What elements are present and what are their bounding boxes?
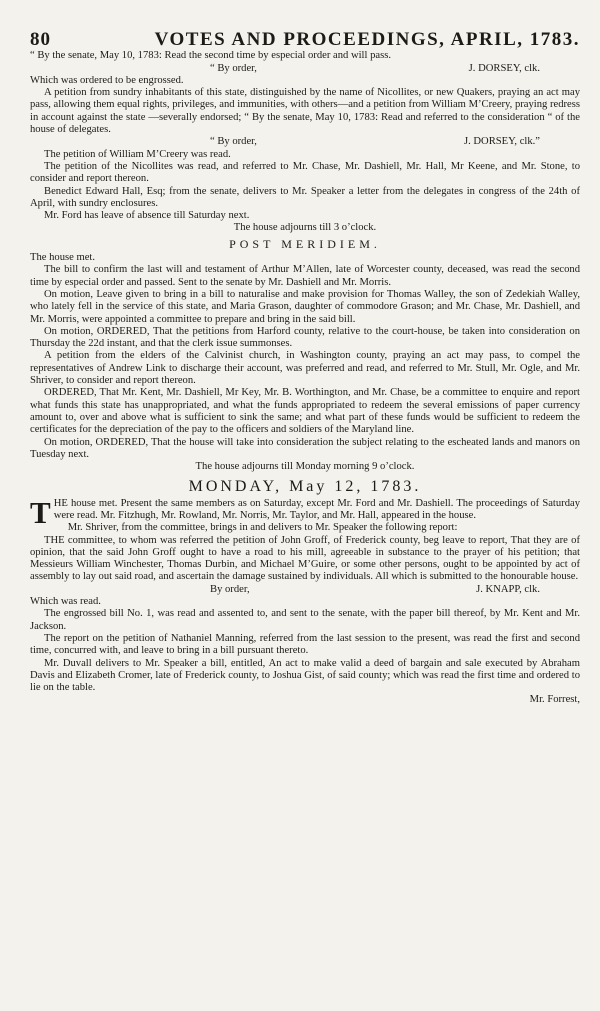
paragraph: The report on the petition of Nathaniel Manning, referred from the last session to the present, was read the first and second time, concurred with, and leave to bring in a bill pursuant thereto. [30, 632, 580, 657]
by-order: “ By order, [210, 62, 257, 74]
paragraph: The engrossed bill No. 1, was read and assented to, and sent to the senate, with the paper bill thereof, by Mr. Kent and Mr. Jackson. [30, 608, 580, 632]
paragraph: A petition from the elders of the Calvinist church, in Washington county, praying an act may pass, to compel the representatives of Andrew Link to discharge their account, was preferred and read, and referred to Mr. Stull, Mr. Ogle, and Mr. Shriver, to consider and report thereon. [30, 350, 580, 387]
paragraph: Mr. Ford has leave of absence till Saturday next. [44, 210, 250, 222]
paragraph: The house met. [30, 252, 96, 264]
day-heading: MONDAY, May 12, 1783. [188, 478, 422, 496]
adjournment: The house adjourns till 3 o’clock. [233, 222, 377, 234]
paragraph: On motion, ORDERED, That the house will take into consideration the subject relating to the escheated lands and manors on Tuesday next. [30, 436, 580, 460]
clerk-signature: J. KNAPP, clk. [476, 583, 540, 595]
paragraph: ORDERED, That Mr. Kent, Mr. Dashiell, Mr Key, Mr. B. Worthington, and Mr. Chase, be a committee to enquire and report what funds this state has unappropriated, and what the funds appropriated to redeem the several emissions of paper currency amount to, over and above what is sufficient to sink the same; and what part of these funds would be sufficient to redeem the certificates for the depreciation of the pay to the officers and soldiers of the Maryland line. [30, 387, 580, 436]
paragraph: A petition from sundry inhabitants of this state, distinguished by the name of Nicollites, or new Quakers, praying an act may pass, allowing them equal rights, privileges, and immunities, with others—and a petition from William M’Creery, praying redress in account against the state —severally endorsed; “ By the senate, May 10, 1783: Read and referred to the consideration “ of the house of delegates. [30, 87, 580, 136]
paragraph: Which was read. [30, 596, 101, 608]
by-order: By order, [210, 583, 250, 595]
signature-line [30, 584, 580, 596]
adjournment: The house adjourns till Monday morning 9 o’clock. [195, 461, 415, 473]
signature-line [30, 136, 580, 148]
by-order: “ By order, [210, 136, 257, 148]
paragraph-text: HE house met. Present the same members as on Saturday, except Mr. Ford and Mr. Dashiell. The proceedings of Saturday were read. Mr. Fitzhugh, Mr. Rowland, Mr. Norris, Mr. Taylor, and Mr. Hall, appeared in the house. [53, 497, 580, 521]
page-number: 80 [30, 29, 51, 50]
signature-line [30, 63, 580, 75]
paragraph: The bill to confirm the last will and testament of Arthur M’Allen, late of Worcester county, deceased, was read the second time by especial order and passed. Sent to the senate by Mr. Dashiell and Mr. Morris. [30, 264, 580, 288]
paragraph: The petition of the Nicollites was read, and referred to Mr. Chase, Mr. Dashiell, Mr. Hall, Mr Keene, and Mr. Stone, to consider and report thereon. [30, 160, 580, 185]
section-heading: POST MERIDIEM. [229, 236, 381, 251]
clerk-signature: J. DORSEY, clk.” [463, 136, 540, 148]
paragraph: Mr. Duvall delivers to Mr. Speaker a bill, entitled, An act to make valid a deed of bargain and sale executed by Abraham Davis and Elizabeth Cromer, late of Frederick county, to Joshua Gist, of said county; which was read the first time and ordered to lie on the table. [30, 657, 580, 694]
running-title: VOTES AND PROCEEDINGS, APRIL, 1783. [154, 29, 580, 50]
paragraph: On motion, ORDERED, That the petitions from Harford county, relative to the court-house, be taken into consideration on Thursday the 22d instant, and that the clerk issue summonses. [30, 325, 580, 350]
catchword: Mr. Forrest, [529, 694, 580, 706]
paragraph: The petition of William M’Creery was read. [44, 148, 231, 160]
drop-cap: T [30, 494, 51, 530]
paragraph: Mr. Shriver, from the committee, brings in and delivers to Mr. Speaker the following report: [67, 522, 458, 534]
paragraph: On motion, Leave given to bring in a bill to naturalise and make provision for Thomas Walley, the son of Zedekiah Walley, who lately fell in the service of this state, and Maria Grason, daughter of commodore Grason; and Mr. Chase, Mr. Dashiell, and Mr. Morris, were appointed a committee to prepare and bring in the said bill. [30, 288, 580, 325]
paragraph: Benedict Edward Hall, Esq; from the senate, delivers to Mr. Speaker a letter from the delegates in congress of the 24th of April, with sundry enclosures. [30, 185, 580, 209]
clerk-signature: J. DORSEY, clk. [468, 62, 540, 74]
paragraph: “ By the senate, May 10, 1783: Read the second time by especial order and will pass. [30, 50, 391, 62]
paragraph: Which was ordered to be engrossed. [30, 74, 184, 86]
page-header [30, 29, 580, 50]
committee-report: THE committee, to whom was referred the petition of John Groff, of Frederick county, beg leave to report, That they are of opinion, that the said John Groff ought to have a road to his mill, agreeable in substance to the prayer of his petition; that Messieurs William Winchester, Thomas Durbin, and Michael M’Guire, or some other persons, ought to be appointed by act of assembly to lay out said road, and ascertain the damage sustained by individuals. All which is submitted to the honourable house. [30, 534, 580, 583]
